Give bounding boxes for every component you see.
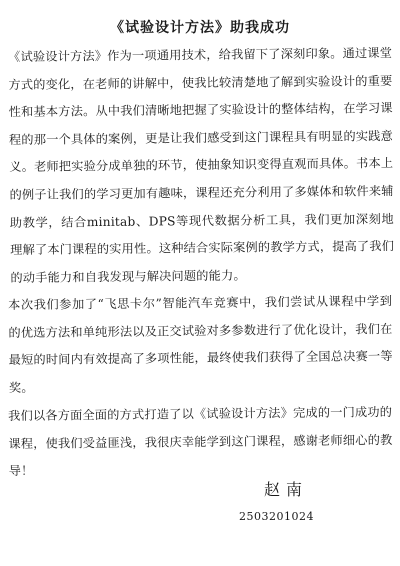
letter-title: 《试验设计方法》助我成功 — [110, 20, 290, 36]
paragraph-thanks: 我们以各方面全面的方式打造了以《试验设计方法》完成的一门成功的课程，使我们受益匪浅，我很庆幸能学到这门课程，感谢老师细心的教导！ — [8, 404, 393, 478]
paragraph-intro: 《试验设计方法》作为一项通用技术，给我留下了深刻印象。通过课堂方式的变化，在老师的讲解中，使我比较清楚地了解到实验设计的重要性和基本方法。从中我们清晰地把握了实验设计的整体结构，在学习课程的那一个具体的案例，更是让我们感受到这门课程具有明显的实践意义。老师把实验分成单独的环节，使抽象知识变得直观而具体。书本上的例子让我们的学习更加有趣味，课程还充分利用了多媒体和软件来辅助教学，结合minitab、DPS等现代数据分析工具，我们更加深刻地理解了本门课程的实用性。这种结合实际案例的教学方式，提高了我们的动手能力和自我发现与解决问题的能力。 — [8, 45, 395, 285]
paragraph-competition: 本次我们参加了“飞思卡尔”智能汽车竞赛中，我们尝试从课程中学到的优选方法和单纯形法以及正交试验对多参数进行了优化设计，我们在最短的时间内有效提高了多项性能，最终使我们获得了全国总决赛一等奖。 — [8, 294, 393, 396]
signature: 赵南 — [263, 480, 308, 499]
date: 2503201024 — [239, 510, 314, 523]
